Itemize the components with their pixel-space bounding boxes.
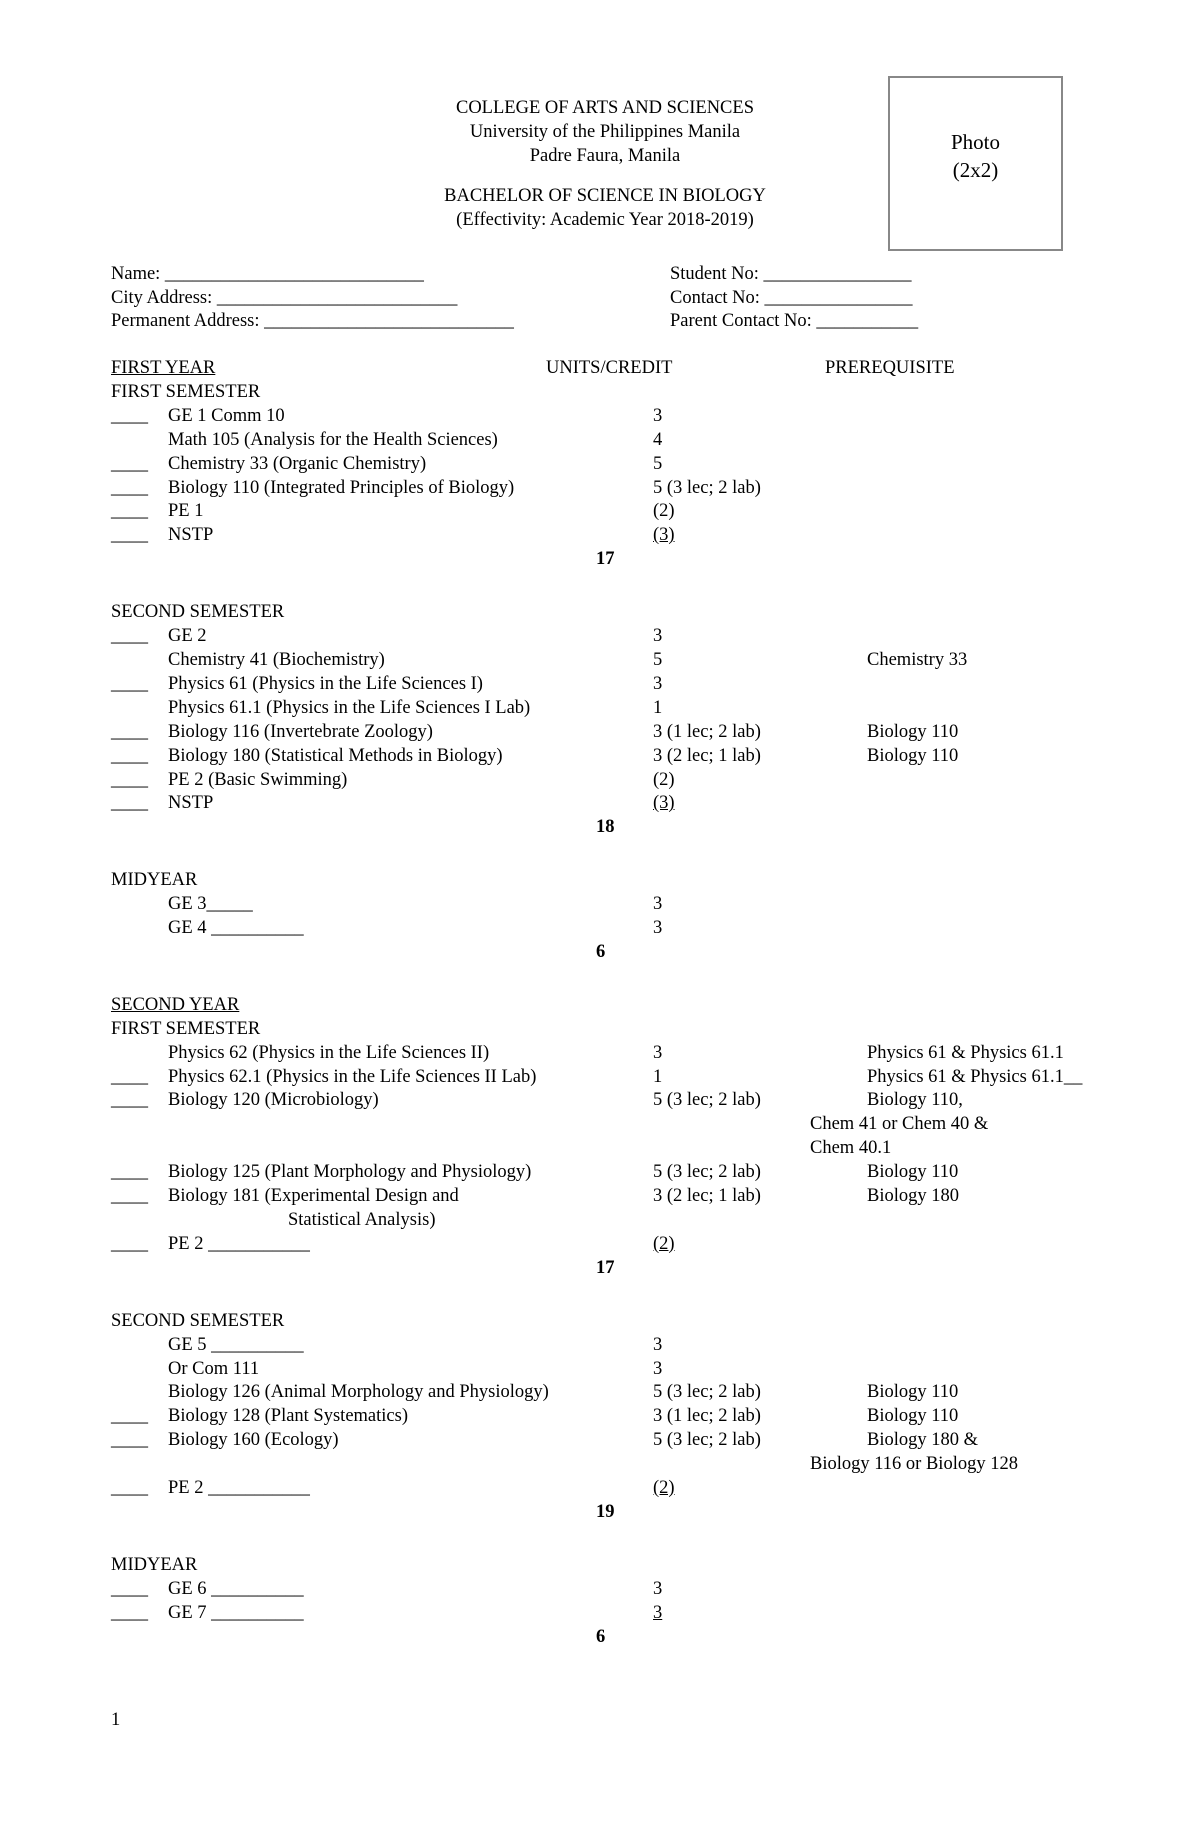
semester-title-text: MIDYEAR bbox=[111, 1554, 198, 1575]
semester-total-units: 18 bbox=[596, 817, 615, 838]
course-units: 3 bbox=[653, 1042, 663, 1063]
photo-label: Photo bbox=[950, 130, 1000, 154]
checkbox-blank[interactable]: ____ bbox=[111, 1090, 148, 1111]
course-row bbox=[111, 649, 1111, 673]
empty-cell bbox=[111, 1453, 596, 1477]
empty-cell bbox=[111, 1257, 596, 1281]
course-row bbox=[111, 1405, 1111, 1429]
college-name: COLLEGE OF ARTS AND SCIENCES bbox=[455, 98, 754, 118]
checkbox-blank[interactable]: ____ bbox=[111, 721, 148, 742]
course-name bbox=[111, 1429, 653, 1453]
course-prerequisite: Biology 110 bbox=[867, 1406, 959, 1427]
course-row bbox=[111, 1233, 1111, 1257]
semester-total-row bbox=[111, 548, 1111, 572]
course-row bbox=[111, 1185, 1111, 1209]
course-prerequisite: Physics 61 & Physics 61.1__ bbox=[867, 1066, 1083, 1087]
course-name bbox=[111, 477, 653, 501]
checkbox-blank[interactable]: ____ bbox=[111, 525, 148, 546]
course-prerequisite-continued: Chem 41 or Chem 40 & bbox=[810, 1114, 989, 1135]
course-name bbox=[111, 405, 653, 429]
course-units: 3 (1 lec; 2 lab) bbox=[653, 1406, 761, 1427]
course-name bbox=[111, 1161, 653, 1185]
year-title-text: SECOND YEAR bbox=[111, 994, 240, 1015]
semester-title-text: MIDYEAR bbox=[111, 870, 198, 891]
checkbox-blank[interactable]: ____ bbox=[111, 1233, 148, 1254]
course-row bbox=[111, 1602, 1111, 1626]
course-units: 3 bbox=[653, 626, 663, 647]
course-units: (2) bbox=[653, 1233, 675, 1254]
semester-title-text: FIRST SEMESTER bbox=[111, 381, 261, 402]
course-name-text: GE 3_____ bbox=[168, 894, 253, 915]
course-row bbox=[111, 1042, 1111, 1066]
course-units: 3 bbox=[653, 894, 663, 915]
photo-box bbox=[888, 76, 1063, 251]
course-name-text: GE 5 __________ bbox=[168, 1334, 304, 1355]
course-prerequisite-continued: Chem 40.1 bbox=[810, 1138, 892, 1159]
course-units: 3 (2 lec; 1 lab) bbox=[653, 1186, 761, 1207]
course-name-text: Biology 120 (Microbiology) bbox=[168, 1090, 379, 1111]
course-name bbox=[111, 745, 653, 769]
checkbox-blank[interactable]: ____ bbox=[111, 405, 148, 426]
course-row bbox=[111, 625, 1111, 649]
course-row bbox=[111, 1578, 1111, 1602]
course-units: 5 bbox=[653, 453, 663, 474]
course-row bbox=[111, 429, 1111, 453]
course-name-text: Physics 61.1 (Physics in the Life Sciences I Lab) bbox=[168, 697, 531, 718]
course-units: 3 (2 lec; 1 lab) bbox=[653, 745, 761, 766]
course-row bbox=[111, 792, 1111, 816]
university-name: University of the Philippines Manila bbox=[469, 122, 741, 142]
course-name bbox=[111, 625, 653, 649]
course-prerequisite-continued: Biology 116 or Biology 128 bbox=[810, 1454, 1018, 1475]
course-prerequisite: Biology 180 & bbox=[867, 1430, 979, 1451]
course-name bbox=[111, 500, 653, 524]
course-name bbox=[111, 1066, 653, 1090]
document-header bbox=[330, 96, 880, 232]
checkbox-blank[interactable]: ____ bbox=[111, 1066, 148, 1087]
course-units: 3 bbox=[653, 1358, 663, 1379]
course-row bbox=[111, 405, 1111, 429]
photo-size: (2x2) bbox=[952, 158, 999, 182]
course-name bbox=[111, 1358, 653, 1382]
course-prerequisite: Biology 110 bbox=[867, 721, 959, 742]
course-units: 3 bbox=[653, 405, 663, 426]
parent-contact-no-field[interactable]: Parent Contact No: ___________ bbox=[670, 311, 919, 331]
section-spacer bbox=[111, 1281, 1111, 1310]
semester-title-text: SECOND SEMESTER bbox=[111, 1310, 285, 1331]
course-name-text: Biology 128 (Plant Systematics) bbox=[168, 1406, 408, 1427]
year-header-row bbox=[111, 357, 1111, 381]
course-row bbox=[111, 524, 1111, 548]
course-name bbox=[111, 697, 653, 721]
checkbox-blank[interactable]: ____ bbox=[111, 1578, 148, 1599]
course-row bbox=[111, 1477, 1111, 1501]
course-row bbox=[111, 500, 1111, 524]
course-name-text: Math 105 (Analysis for the Health Sciences) bbox=[168, 429, 498, 450]
course-name bbox=[111, 769, 653, 793]
section-spacer bbox=[111, 840, 1111, 869]
course-units: 5 (3 lec; 2 lab) bbox=[653, 1090, 761, 1111]
course-name-text: Biology 110 (Integrated Principles of Biology) bbox=[168, 477, 515, 498]
course-units: 3 (1 lec; 2 lab) bbox=[653, 721, 761, 742]
empty-cell bbox=[111, 941, 596, 965]
empty-cell bbox=[111, 1113, 596, 1137]
course-name-continued: Statistical Analysis) bbox=[288, 1210, 436, 1230]
semester-total-row bbox=[111, 816, 1111, 840]
semester-total-units: 17 bbox=[596, 1257, 615, 1278]
course-name bbox=[111, 792, 653, 816]
course-name bbox=[111, 429, 653, 453]
course-units: 3 bbox=[653, 1602, 663, 1623]
prerequisite-column-header: PREREQUISITE bbox=[825, 358, 955, 378]
course-prerequisite: Biology 180 bbox=[867, 1186, 959, 1207]
course-name-text: PE 2 ___________ bbox=[168, 1478, 310, 1499]
units-column-header: UNITS/CREDIT bbox=[546, 358, 673, 378]
page-number: 1 bbox=[111, 1710, 121, 1730]
course-row bbox=[111, 1089, 1111, 1113]
course-row-continued bbox=[111, 1209, 1111, 1233]
course-name bbox=[111, 524, 653, 548]
course-name bbox=[111, 1334, 653, 1358]
course-row bbox=[111, 769, 1111, 793]
semester-title bbox=[111, 381, 1111, 405]
course-row bbox=[111, 1066, 1111, 1090]
semester-total-units: 6 bbox=[596, 1626, 606, 1647]
course-name-text: GE 2 bbox=[168, 626, 207, 647]
course-name-text: NSTP bbox=[168, 793, 214, 814]
course-name-text: Biology 126 (Animal Morphology and Physiology) bbox=[168, 1382, 549, 1403]
semester-title-text: SECOND SEMESTER bbox=[111, 602, 285, 623]
semester-title bbox=[111, 1018, 1111, 1042]
student-no-field[interactable]: Student No: ________________ bbox=[670, 264, 912, 284]
course-name bbox=[111, 893, 653, 917]
course-name bbox=[111, 1405, 653, 1429]
course-name-text: GE 7 __________ bbox=[168, 1602, 304, 1623]
prerequisite-continued-row bbox=[111, 1137, 1111, 1161]
course-name-text: Biology 180 (Statistical Methods in Biology) bbox=[168, 745, 503, 766]
course-row bbox=[111, 1429, 1111, 1453]
semester-total-row bbox=[111, 1257, 1111, 1281]
course-units: (2) bbox=[653, 769, 675, 790]
permanent-address-field[interactable]: Permanent Address: ___________________________ bbox=[111, 311, 514, 331]
checkbox-blank[interactable]: ____ bbox=[111, 673, 148, 694]
empty-cell bbox=[596, 1137, 810, 1161]
course-units: 5 (3 lec; 2 lab) bbox=[653, 1162, 761, 1183]
course-name-text: GE 1 Comm 10 bbox=[168, 405, 285, 426]
semester-total-units: 17 bbox=[596, 549, 615, 570]
course-name-text: PE 1 bbox=[168, 501, 204, 522]
course-name-text: Biology 116 (Invertebrate Zoology) bbox=[168, 721, 433, 742]
course-name bbox=[111, 673, 653, 697]
course-row bbox=[111, 697, 1111, 721]
program-title: BACHELOR OF SCIENCE IN BIOLOGY bbox=[444, 186, 766, 206]
course-units: (3) bbox=[653, 793, 675, 814]
course-row bbox=[111, 1381, 1111, 1405]
prerequisite-continued-row bbox=[111, 1453, 1111, 1477]
course-name-text: Biology 160 (Ecology) bbox=[168, 1430, 339, 1451]
course-units: 3 bbox=[653, 918, 663, 939]
semester-total-row bbox=[111, 941, 1111, 965]
course-units: 5 (3 lec; 2 lab) bbox=[653, 1382, 761, 1403]
checkbox-blank[interactable]: ____ bbox=[111, 793, 148, 814]
course-prerequisite: Biology 110 bbox=[867, 1162, 959, 1183]
course-row bbox=[111, 673, 1111, 697]
course-name-text: Physics 62.1 (Physics in the Life Sciences II Lab) bbox=[168, 1066, 537, 1087]
course-name-text: Physics 62 (Physics in the Life Sciences II) bbox=[168, 1042, 490, 1063]
student-info bbox=[111, 263, 971, 334]
semester-title bbox=[111, 1310, 1111, 1334]
checkbox-blank[interactable]: ____ bbox=[111, 1478, 148, 1499]
course-name-text: Physics 61 (Physics in the Life Sciences I) bbox=[168, 673, 483, 694]
course-units: 4 bbox=[653, 429, 663, 450]
semester-total-units: 19 bbox=[596, 1501, 615, 1522]
course-row bbox=[111, 745, 1111, 769]
semester-title-text: FIRST SEMESTER bbox=[111, 1018, 261, 1039]
section-spacer bbox=[111, 572, 1111, 601]
course-name bbox=[111, 1185, 653, 1209]
course-name bbox=[111, 649, 653, 673]
effectivity-note: (Effectivity: Academic Year 2018-2019) bbox=[456, 210, 754, 230]
course-units: (2) bbox=[653, 1478, 675, 1499]
course-name bbox=[111, 1233, 653, 1257]
course-units: 5 (3 lec; 2 lab) bbox=[653, 1430, 761, 1451]
course-name-text: Or Com 111 bbox=[168, 1358, 260, 1379]
empty-cell bbox=[111, 548, 596, 572]
semester-total-row bbox=[111, 1501, 1111, 1525]
empty-cell bbox=[596, 1113, 810, 1137]
curriculum bbox=[111, 357, 1111, 1650]
course-name bbox=[111, 453, 653, 477]
course-prerequisite: Chemistry 33 bbox=[867, 649, 968, 670]
course-prerequisite: Biology 110 bbox=[867, 1382, 959, 1403]
year-title bbox=[111, 994, 596, 1018]
course-name-text: PE 2 (Basic Swimming) bbox=[168, 769, 348, 790]
university-location: Padre Faura, Manila bbox=[529, 146, 681, 166]
course-row bbox=[111, 893, 1111, 917]
year-title-text: FIRST YEAR bbox=[111, 358, 216, 378]
checkbox-blank[interactable]: ____ bbox=[111, 769, 148, 790]
semester-title bbox=[111, 1554, 1111, 1578]
semester-total-units: 6 bbox=[596, 941, 606, 962]
course-units: (3) bbox=[653, 525, 675, 546]
course-units: 3 bbox=[653, 673, 663, 694]
checkbox-blank[interactable]: ____ bbox=[111, 1186, 148, 1207]
course-name-text: Biology 181 (Experimental Design and bbox=[168, 1186, 459, 1207]
semester-title bbox=[111, 869, 1111, 893]
course-name-text: GE 6 __________ bbox=[168, 1578, 304, 1599]
course-name bbox=[111, 1089, 653, 1113]
contact-no-field[interactable]: Contact No: ________________ bbox=[670, 287, 913, 308]
course-row bbox=[111, 917, 1111, 941]
course-units: 1 bbox=[653, 697, 663, 718]
course-row bbox=[111, 721, 1111, 745]
empty-cell bbox=[111, 1626, 596, 1650]
year-title bbox=[111, 357, 596, 381]
checkbox-blank[interactable]: ____ bbox=[111, 1406, 148, 1427]
course-name bbox=[111, 1381, 653, 1405]
course-name-text: NSTP bbox=[168, 525, 214, 546]
course-prerequisite: Biology 110 bbox=[867, 745, 959, 766]
year-header-row bbox=[111, 994, 1111, 1018]
course-name-text: PE 2 ___________ bbox=[168, 1233, 310, 1254]
empty-cell bbox=[111, 816, 596, 840]
course-units: 3 bbox=[653, 1578, 663, 1599]
checkbox-blank[interactable]: ____ bbox=[111, 1602, 148, 1623]
checkbox-blank[interactable]: ____ bbox=[111, 477, 148, 498]
course-row bbox=[111, 1334, 1111, 1358]
course-name-text: Chemistry 41 (Biochemistry) bbox=[168, 649, 385, 670]
name-field[interactable]: Name: ____________________________ bbox=[111, 264, 424, 284]
checkbox-blank[interactable]: ____ bbox=[111, 745, 148, 766]
course-name bbox=[111, 721, 653, 745]
course-name bbox=[111, 1578, 653, 1602]
empty-cell bbox=[596, 1453, 810, 1477]
course-name bbox=[111, 1602, 653, 1626]
course-name bbox=[111, 1042, 653, 1066]
empty-cell bbox=[111, 1501, 596, 1525]
checkbox-blank[interactable]: ____ bbox=[111, 1162, 148, 1183]
course-units: 1 bbox=[653, 1066, 663, 1087]
course-name bbox=[111, 1477, 653, 1501]
course-name-text: Chemistry 33 (Organic Chemistry) bbox=[168, 453, 427, 474]
section-spacer bbox=[111, 965, 1111, 994]
checkbox-blank[interactable]: ____ bbox=[111, 453, 148, 474]
course-units: 5 (3 lec; 2 lab) bbox=[653, 477, 761, 498]
course-row bbox=[111, 453, 1111, 477]
course-units: (2) bbox=[653, 501, 675, 522]
course-name bbox=[111, 917, 653, 941]
empty-cell bbox=[111, 1137, 596, 1161]
course-row bbox=[111, 1358, 1111, 1382]
course-prerequisite: Biology 110, bbox=[867, 1090, 963, 1111]
checkbox-blank[interactable]: ____ bbox=[111, 501, 148, 522]
course-units: 5 bbox=[653, 649, 663, 670]
semester-title bbox=[111, 601, 1111, 625]
checkbox-blank[interactable]: ____ bbox=[111, 1430, 148, 1451]
course-prerequisite: Physics 61 & Physics 61.1 bbox=[867, 1042, 1064, 1063]
course-name-text: GE 4 __________ bbox=[168, 918, 304, 939]
prerequisite-continued-row bbox=[111, 1113, 1111, 1137]
section-spacer bbox=[111, 1525, 1111, 1554]
city-address-field[interactable]: City Address: __________________________ bbox=[111, 287, 458, 308]
checkbox-blank[interactable]: ____ bbox=[111, 626, 148, 647]
semester-total-row bbox=[111, 1626, 1111, 1650]
course-name-text: Biology 125 (Plant Morphology and Physiology) bbox=[168, 1162, 532, 1183]
course-row bbox=[111, 1161, 1111, 1185]
course-row bbox=[111, 477, 1111, 501]
course-units: 3 bbox=[653, 1334, 663, 1355]
